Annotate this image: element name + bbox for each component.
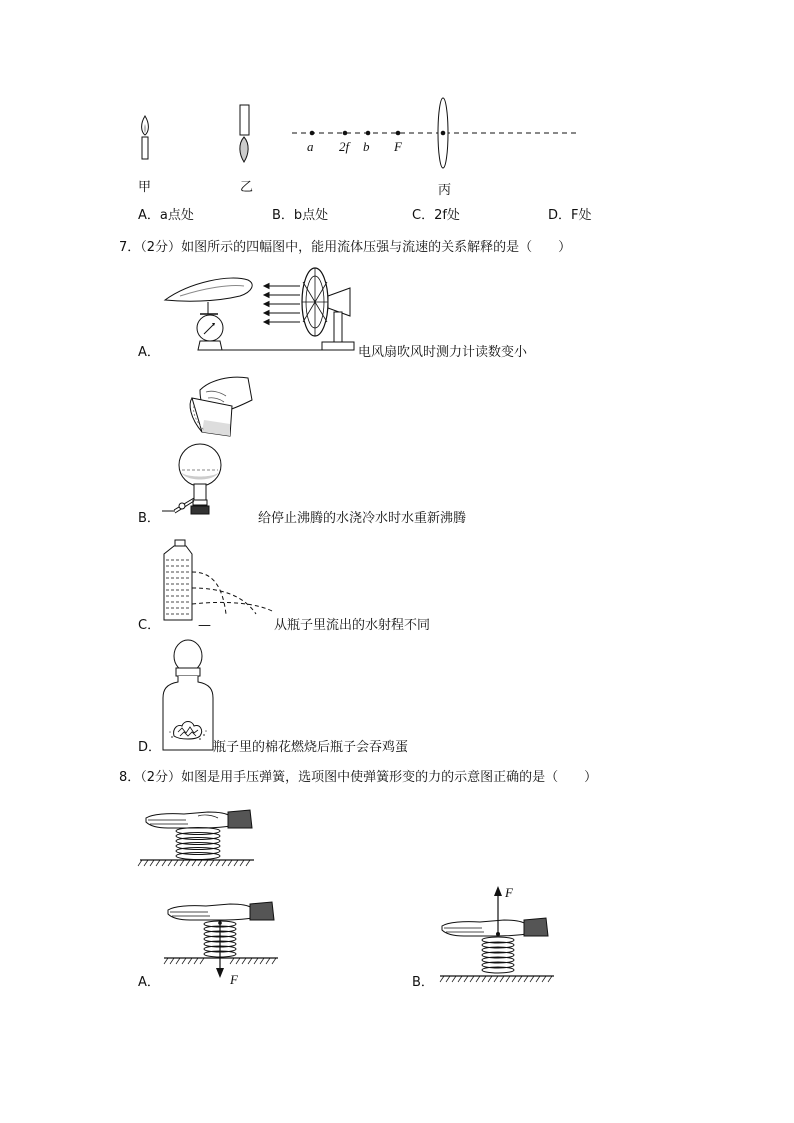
option-text: a点处 (159, 208, 194, 223)
question-score: （2分） (140, 770, 182, 785)
q7-option-c-key[interactable]: C． (138, 618, 161, 633)
option-text: b点处 (293, 208, 329, 223)
hand-spring-figure (138, 800, 258, 872)
q8-option-a-key[interactable]: A． (138, 975, 160, 990)
option-b-force-label: F (505, 885, 513, 900)
option-a-force-label: F (230, 972, 238, 987)
bottle-water-jets-figure (160, 536, 280, 636)
option-text: 2f处 (434, 208, 460, 223)
q6-option-b[interactable] (272, 208, 328, 224)
option-key: B． (272, 208, 294, 223)
q7-option-a-key[interactable]: A． (138, 345, 160, 360)
axis-point-2f: 2f (339, 139, 350, 154)
q7-option-d-key[interactable]: D． (138, 740, 162, 755)
option-key: D． (548, 208, 572, 223)
lens-diagram (292, 96, 582, 176)
q7-option-b-key[interactable]: B． (138, 511, 160, 526)
question-score: （2分） (140, 240, 182, 255)
option-b-force-figure (438, 880, 568, 990)
q6-option-d[interactable] (548, 208, 592, 224)
option-key: A． (138, 208, 160, 223)
inverted-candle-figure (234, 104, 256, 164)
axis-point-a: a (307, 139, 314, 154)
figure-label-bing: 丙 (438, 183, 452, 198)
q7-option-c-mark: — (198, 618, 211, 633)
question-number: 8． (119, 770, 141, 785)
axis-point-F: F (394, 139, 402, 154)
figure-label-jia: 甲 (138, 180, 152, 195)
axis-point-b: b (363, 139, 370, 154)
flask-cold-water-figure (160, 370, 260, 530)
q7-option-c-caption: 从瓶子里流出的水射程不同 (274, 618, 431, 633)
option-key: C． (412, 208, 435, 223)
figure-label-yi: 乙 (240, 180, 254, 195)
question-stem: 如图是用手压弹簧，选项图中使弹簧形变的力的示意图正确的是（ ） (181, 770, 598, 785)
question-stem: 如图所示的四幅图中，能用流体压强与流速的关系解释的是（ ） (181, 240, 572, 255)
q6-option-c[interactable] (412, 208, 460, 224)
q6-option-a[interactable] (138, 208, 194, 224)
wing-fan-figure (160, 262, 370, 354)
q7-option-a-caption: 电风扇吹风时测力计读数变小 (358, 345, 528, 360)
question-number: 7． (119, 240, 141, 255)
q8-option-b-key[interactable]: B． (412, 975, 434, 990)
q8-stem (119, 770, 597, 786)
q7-stem (119, 240, 571, 256)
option-text: F处 (571, 208, 592, 223)
q7-option-d-caption: 瓶子里的棉花燃烧后瓶子会吞鸡蛋 (213, 740, 409, 755)
q7-option-b-caption: 给停止沸腾的水浇冷水时水重新沸腾 (258, 511, 467, 526)
candle-figure (136, 112, 156, 162)
